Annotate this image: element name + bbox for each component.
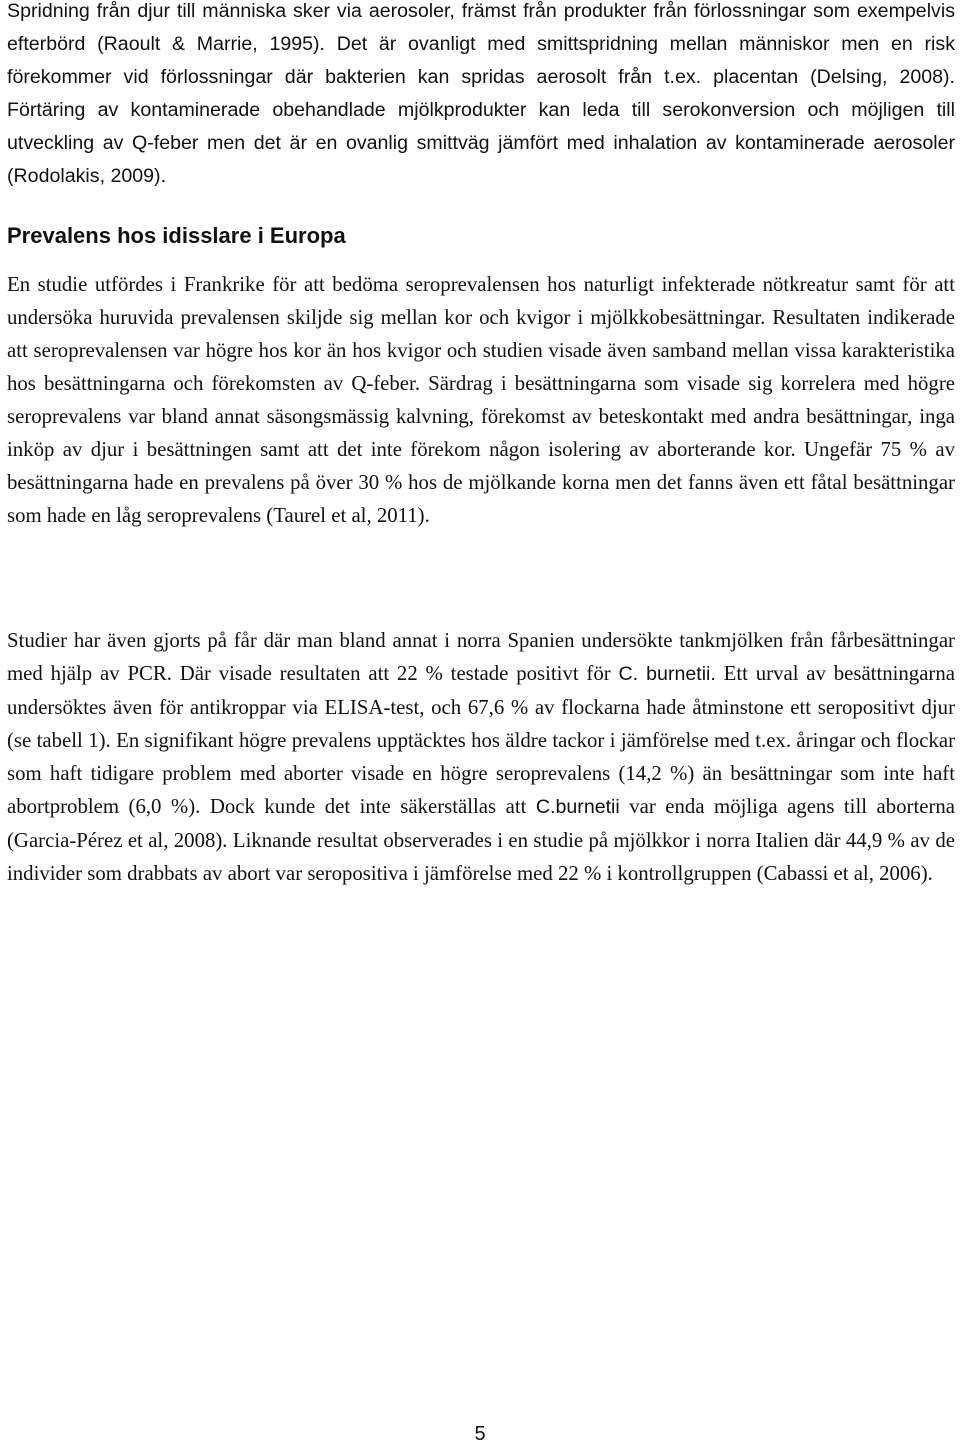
species-name-c-burnetii-2: C.burnetii <box>535 796 620 818</box>
paragraph-sheep-text-a: Studier har även gjorts på får där man bland annat i norra Spanien undersökte tankmjölken från fårbesättningar med hjälp av PCR. Där visade resultaten att 22 % testade positivt för <box>7 629 955 685</box>
paragraph-sheep-text-c: Ett urval av besättningarna undersöktes även för antikroppar via ELISA-test, och 67,6 % av flockarna hade åtminstone ett seropositivt djur (se tabell 1). En signifikant högre prevalens upptäcktes hos äldre tackor i jämförelse med t.ex. åringar och flockar som haft tidigare problem med aborter visade en högre seroprevalens (14,2 %) än besättningar som inte haft abortproblem (6,0 %). Dock kunde det inte säkerställas att <box>7 662 955 818</box>
paragraph-sheep-text-e: var enda möjliga agens till aborterna (Garcia-Pérez et al, 2008). Liknande resultat observerades i en studie på mjölkkor i norra Italien där 44,9 % av de individer som drabbats av abort var seropositiva i jämförelse med 22 % i kontrollgruppen (Cabassi et al, 2006). <box>7 795 956 885</box>
page-number: 5 <box>474 1423 486 1445</box>
paragraph-transmission-text: Spridning från djur till människa sker via aerosoler, främst från produkter från förlossningar som exempelvis efterbörd (Raoult & Marrie, 1995). Det är ovanligt med smittspridning mellan människor men en risk förekommer vid förlossningar där bakterien kan spridas aerosolt från t.ex. placentan (Delsing, 2008). Förtäring av kontaminerade obehandlade mjölkprodukter kan leda till serokonversion och möjligen till utveckling av Q-feber men det är en ovanlig smittväg jämfört med inhalation av kontaminerade aerosoler (Rodolakis, 2009). <box>7 0 955 187</box>
paragraph-france-study-text: En studie utfördes i Frankrike för att bedöma seroprevalensen hos naturligt infekterade nötkreatur samt för att undersöka huruvida prevalensen skiljde sig mellan kor och kvigor i mjölkkobesättningar. Resultaten indikerade att seroprevalensen var högre hos kor än hos kvigor och studien visade även samband mellan vissa karakteristika hos besättningarna och förekomsten av Q-feber. Särdrag i besättningarna som visade sig korrelera med högre seroprevalens var bland annat säsongsmässig kalvning, förekomst av beteskontakt med andra besättningar, inga inköp av djur i besättningen samt att det inte förekom någon isolering av aborterande kor. Ungefär 75 % av besättningarna hade en prevalens på över 30 % hos de mjölkande korna men det fanns även ett fåtal besättningar som hade en låg seroprevalens (Taurel et al, 2011). <box>7 273 955 527</box>
section-heading: Prevalens hos idisslare i Europa <box>7 223 346 248</box>
paragraph-france-study <box>7 268 955 532</box>
species-name-c-burnetii: C. burnetii. <box>618 663 716 685</box>
paragraph-transmission <box>7 0 955 193</box>
paragraph-sheep-studies <box>7 624 955 890</box>
